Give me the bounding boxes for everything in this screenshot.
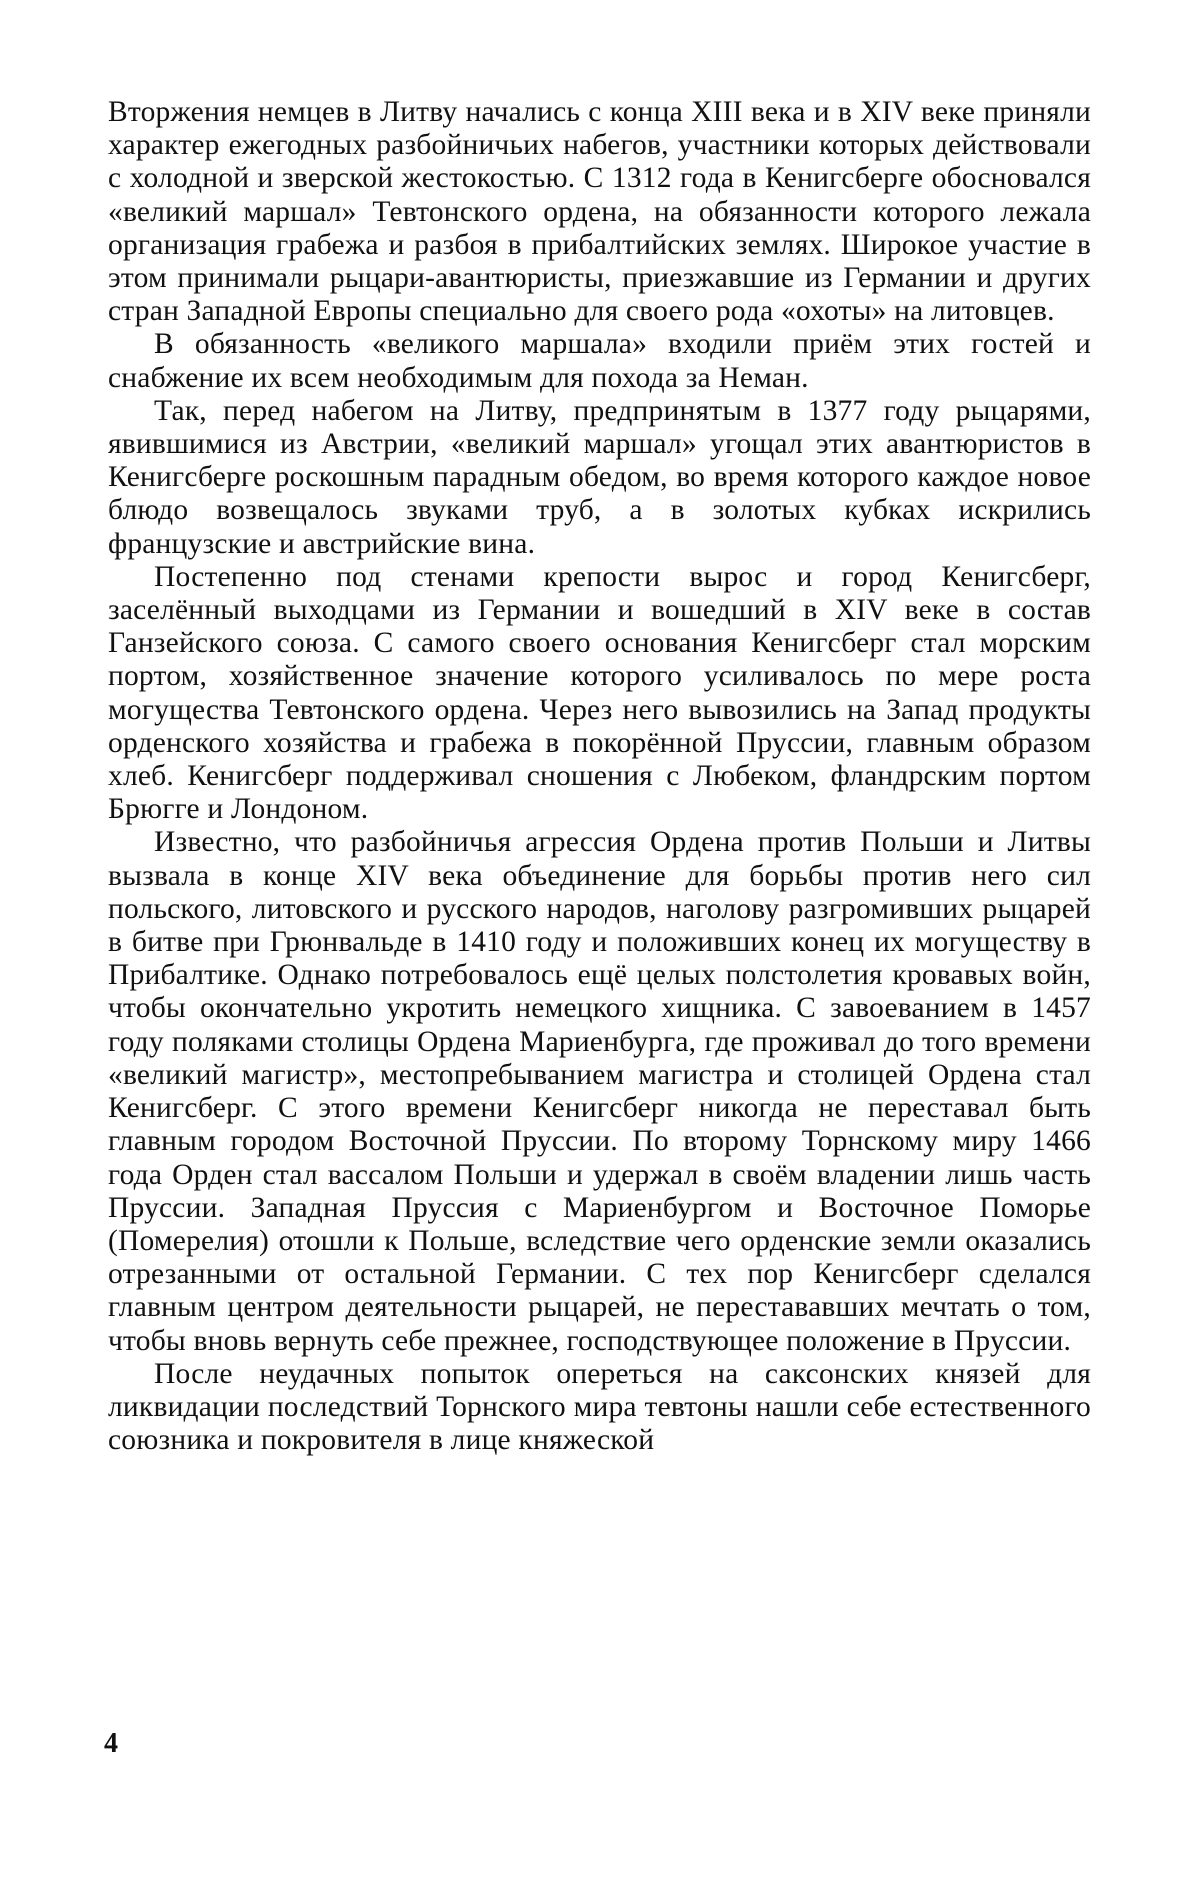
page-number: 4 xyxy=(104,1728,118,1759)
paragraph-6: После неудачных попыток опереться на саксонских князей для ликвидации последствий Торнского мира тевтоны нашли себе естественного союзника и покровителя в лице княжеской xyxy=(108,1357,1091,1457)
paragraph-3: Так, перед набегом на Литву, предпринятым в 1377 году рыцарями, явившимися из Австрии, «великий маршал» угощал этих авантюристов в Кенигсберге роскошным парадным обедом, во время которого каждое новое блюдо возвещалось звуками труб, а в золотых кубках искрились французские и австрийские вина. xyxy=(108,394,1091,560)
body-text xyxy=(108,96,1091,1457)
paragraph-4: Постепенно под стенами крепости вырос и город Кенигсберг, заселённый выходцами из Германии и вошедший в XIV веке в состав Ганзейского союза. С самого своего основания Кенигсберг стал морским портом, хозяйственное значение которого усиливалось по мере роста могущества Тевтонского ордена. Через него вывозились на Запад продукты орденского хозяйства и грабежа в покорённой Пруссии, главным образом хлеб. Кенигсберг поддерживал сношения с Любеком, фландрским портом Брюгге и Лондоном. xyxy=(108,560,1091,826)
paragraph-1: Вторжения немцев в Литву начались с конца XIII века и в XIV веке приняли характер ежегодных разбойничьих набегов, участники которых действовали с холодной и зверской жестокостью. С 1312 года в Кенигсберге обосновался «великий маршал» Тевтонского ордена, на обязанности которого лежала организация грабежа и разбоя в прибалтийских землях. Широкое участие в этом принимали рыцари-авантюристы, приезжавшие из Германии и других стран Западной Европы специально для своего рода «охоты» на литовцев. xyxy=(108,96,1091,328)
paragraph-5: Известно, что разбойничья агрессия Ордена против Польши и Литвы вызвала в конце XIV века объединение для борьбы против него сил польского, литовского и русского народов, наголову разгромивших рыцарей в битве при Грюнвальде в 1410 году и положивших конец их могуществу в Прибалтике. Однако потребовалось ещё целых полстолетия кровавых войн, чтобы окончательно укротить немецкого хищника. С завоеванием в 1457 году поляками столицы Ордена Мариенбурга, где проживал до того времени «великий магистр», местопребыванием магистра и столицей Ордена стал Кенигсберг. С этого времени Кенигсберг никогда не переставал быть главным городом Восточной Пруссии. По второму Торнскому миру 1466 года Орден стал вассалом Польши и удержал в своём владении лишь часть Пруссии. Западная Пруссия с Мариенбургом и Восточное Поморье (Померелия) отошли к Польше, вследствие чего орденские земли оказались отрезанными от остальной Германии. С тех пор Кенигсберг сделался главным центром деятельности рыцарей, не перестававших мечтать о том, чтобы вновь вернуть себе прежнее, господствующее положение в Пруссии. xyxy=(108,826,1091,1357)
paragraph-2: В обязанность «великого маршала» входили приём этих гостей и снабжение их всем необходимым для похода за Неман. xyxy=(108,328,1091,394)
